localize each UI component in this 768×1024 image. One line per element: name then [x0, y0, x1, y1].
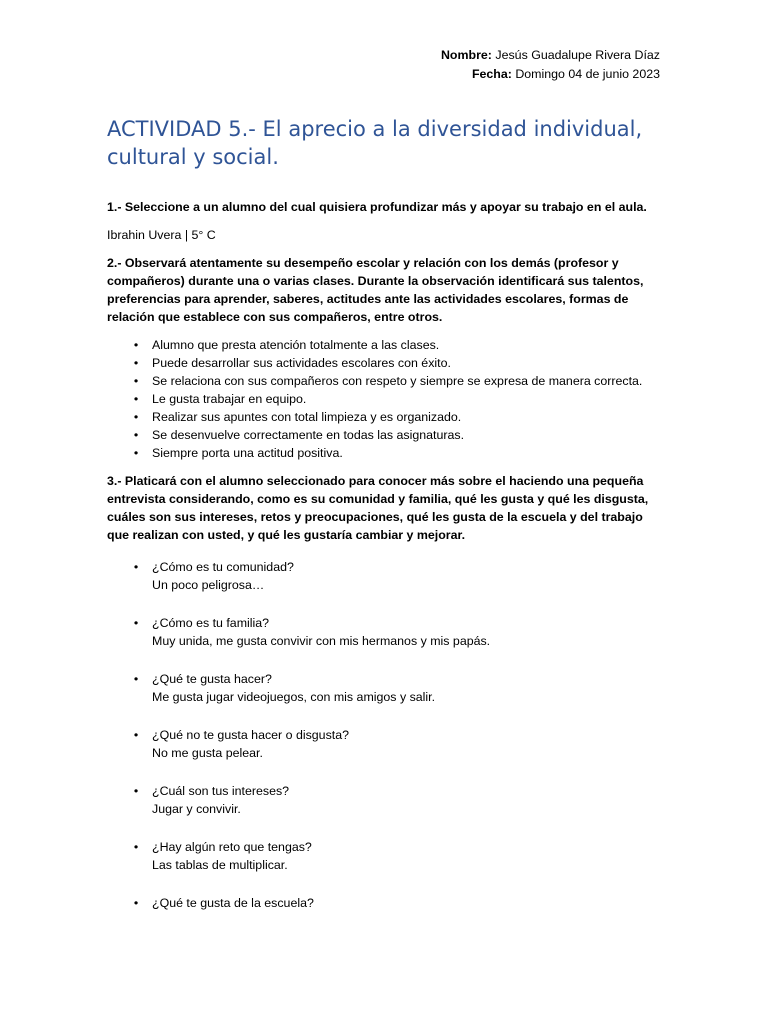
- header-block: [441, 46, 660, 84]
- observation-item: [107, 426, 667, 444]
- interview-question: ¿Cómo es tu familia?: [152, 616, 270, 630]
- observation-text: Se desenvuelve correctamente en todas las asignaturas.: [152, 428, 465, 442]
- student-name: Ibrahin Uvera | 5° C: [107, 228, 216, 242]
- interview-question: ¿Qué te gusta hacer?: [152, 672, 272, 686]
- bullet-icon: •: [133, 410, 139, 424]
- bullet-icon: •: [133, 840, 139, 854]
- interview-item: [107, 614, 667, 650]
- interview-question: ¿Cuál son tus intereses?: [152, 784, 290, 798]
- interview-list: [107, 558, 667, 912]
- observation-item: [107, 336, 667, 354]
- interview-question: ¿Qué no te gusta hacer o disgusta?: [152, 728, 349, 742]
- interview-answer: No me gusta pelear.: [152, 746, 263, 760]
- bullet-icon: •: [133, 428, 139, 442]
- observation-text: Puede desarrollar sus actividades escolares con éxito.: [152, 356, 451, 370]
- observation-item: [107, 444, 667, 462]
- name-value: Jesús Guadalupe Rivera Díaz: [495, 48, 660, 62]
- bullet-icon: •: [133, 784, 139, 798]
- bullet-icon: •: [133, 356, 139, 370]
- date-line: [441, 65, 660, 84]
- bullet-icon: •: [133, 896, 139, 910]
- interview-answer: Un poco peligrosa…: [152, 578, 265, 592]
- interview-question: ¿Qué te gusta de la escuela?: [152, 896, 314, 910]
- observation-item: [107, 408, 667, 426]
- interview-answer: Jugar y convivir.: [152, 802, 241, 816]
- bullet-icon: •: [133, 446, 139, 460]
- question-1: 1.- Seleccione a un alumno del cual quisiera profundizar más y apoyar su trabajo en el aula.: [107, 200, 647, 214]
- observation-text: Realizar sus apuntes con total limpieza y es organizado.: [152, 410, 462, 424]
- interview-item: [107, 670, 667, 706]
- bullet-icon: •: [133, 616, 139, 630]
- bullet-icon: •: [133, 392, 139, 406]
- question-3: 3.- Platicará con el alumno seleccionado para conocer más sobre el haciendo una pequeña entrevista considerando, como es su comunidad y familia, qué les gusta y qué les disgusta, cuáles son sus intereses, retos y preocupaciones, qué les gusta de la escuela y del trabajo que realizan con usted, y qué les gustaría cambiar y mejorar.: [107, 474, 649, 542]
- interview-item: [107, 894, 667, 912]
- document-body: [107, 198, 667, 932]
- observation-text: Se relaciona con sus compañeros con respeto y siempre se expresa de manera correcta.: [152, 374, 643, 388]
- observation-item: [107, 372, 667, 390]
- interview-item: [107, 726, 667, 762]
- observation-text: Siempre porta una actitud positiva.: [152, 446, 343, 460]
- bullet-icon: •: [133, 672, 139, 686]
- bullet-icon: •: [133, 560, 139, 574]
- observation-text: Alumno que presta atención totalmente a las clases.: [152, 338, 440, 352]
- observation-text: Le gusta trabajar en equipo.: [152, 392, 307, 406]
- date-value: Domingo 04 de junio 2023: [515, 67, 660, 81]
- interview-question: ¿Hay algún reto que tengas?: [152, 840, 312, 854]
- interview-answer: Muy unida, me gusta convivir con mis hermanos y mis papás.: [152, 634, 491, 648]
- interview-item: [107, 782, 667, 818]
- observations-list: [107, 336, 667, 462]
- observation-item: [107, 390, 667, 408]
- interview-item: [107, 558, 667, 594]
- question-2: 2.- Observará atentamente su desempeño escolar y relación con los demás (profesor y compañeros) durante una o varias clases. Durante la observación identificará sus talentos, preferencias para aprender, saberes, actitudes ante las actividades escolares, formas de relación que establece con sus compañeros, entre otros.: [107, 256, 644, 324]
- observation-item: [107, 354, 667, 372]
- bullet-icon: •: [133, 728, 139, 742]
- bullet-icon: •: [133, 374, 139, 388]
- interview-answer: Me gusta jugar videojuegos, con mis amigos y salir.: [152, 690, 436, 704]
- bullet-icon: •: [133, 338, 139, 352]
- name-line: [441, 46, 660, 65]
- date-label: Fecha:: [471, 67, 512, 81]
- interview-answer: Las tablas de multiplicar.: [152, 858, 288, 872]
- interview-question: ¿Cómo es tu comunidad?: [152, 560, 294, 574]
- interview-item: [107, 838, 667, 874]
- name-label: Nombre:: [440, 48, 492, 62]
- page-title: ACTIVIDAD 5.- El aprecio a la diversidad individual, cultural y social.: [107, 117, 643, 169]
